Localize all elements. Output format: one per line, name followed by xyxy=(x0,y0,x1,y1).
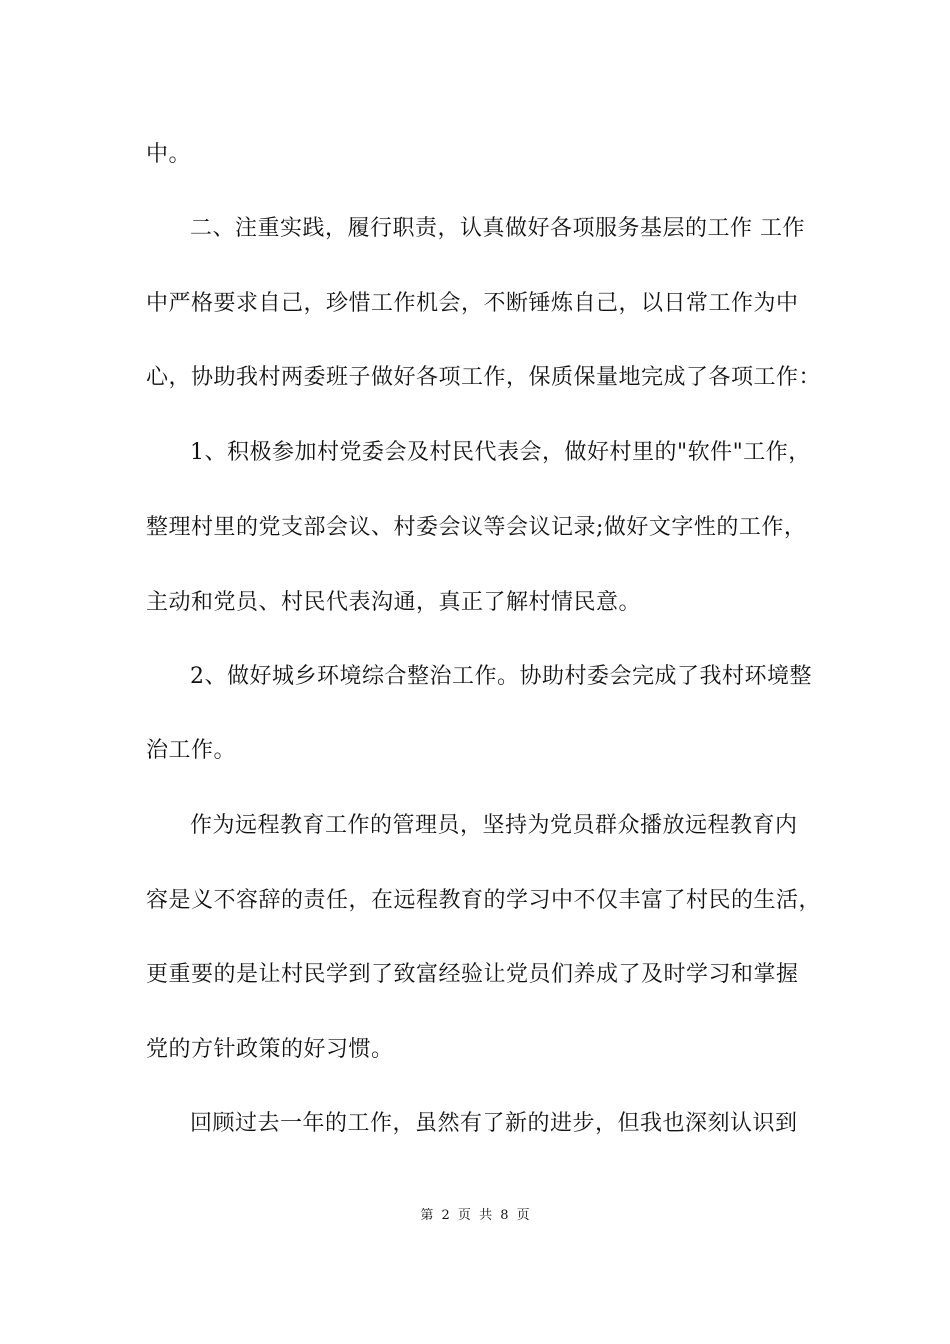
text-line: 中严格要求自己，珍惜工作机会，不断锤炼自己，以日常工作为中 xyxy=(146,291,799,316)
footer-total-prefix: 共 xyxy=(479,1208,493,1223)
text-line: 二、注重实践，履行职责，认真做好各项服务基层的工作 工作 xyxy=(190,216,805,241)
text-line: 作为远程教育工作的管理员，坚持为党员群众播放远程教育内 xyxy=(190,813,798,838)
total-pages-number: 8 xyxy=(500,1208,509,1223)
text-line: 主动和党员、村民代表沟通，真正了解村情民意。 xyxy=(146,590,642,615)
text-line: 回顾过去一年的工作，虽然有了新的进步，但我也深刻认识到 xyxy=(190,1111,798,1136)
text-line: 心，协助我村两委班子做好各项工作，保质保量地完成了各项工作： xyxy=(146,365,822,390)
footer-page-word: 页 xyxy=(457,1208,471,1223)
current-page-number: 2 xyxy=(441,1208,450,1223)
text-line: 2、做好城乡环境综合整治工作。协助村委会完成了我村环境整 xyxy=(190,664,812,689)
text-line: 治工作。 xyxy=(146,738,237,763)
text-line: 容是义不容辞的责任，在远程教育的学习中不仅丰富了村民的生活， xyxy=(146,888,822,913)
page-footer xyxy=(0,1206,950,1226)
text-line: 中。 xyxy=(146,142,192,167)
text-line: 1、积极参加村党委会及村民代表会，做好村里的"软件"工作， xyxy=(190,440,811,465)
text-line: 整理村里的党支部会议、村委会议等会议记录;做好文字性的工作， xyxy=(146,515,807,540)
text-line: 党的方针政策的好习惯。 xyxy=(146,1037,394,1062)
text-line: 更重要的是让村民学到了致富经验让党员们养成了及时学习和掌握 xyxy=(146,962,799,987)
footer-prefix: 第 xyxy=(420,1208,434,1223)
footer-suffix: 页 xyxy=(516,1208,530,1223)
